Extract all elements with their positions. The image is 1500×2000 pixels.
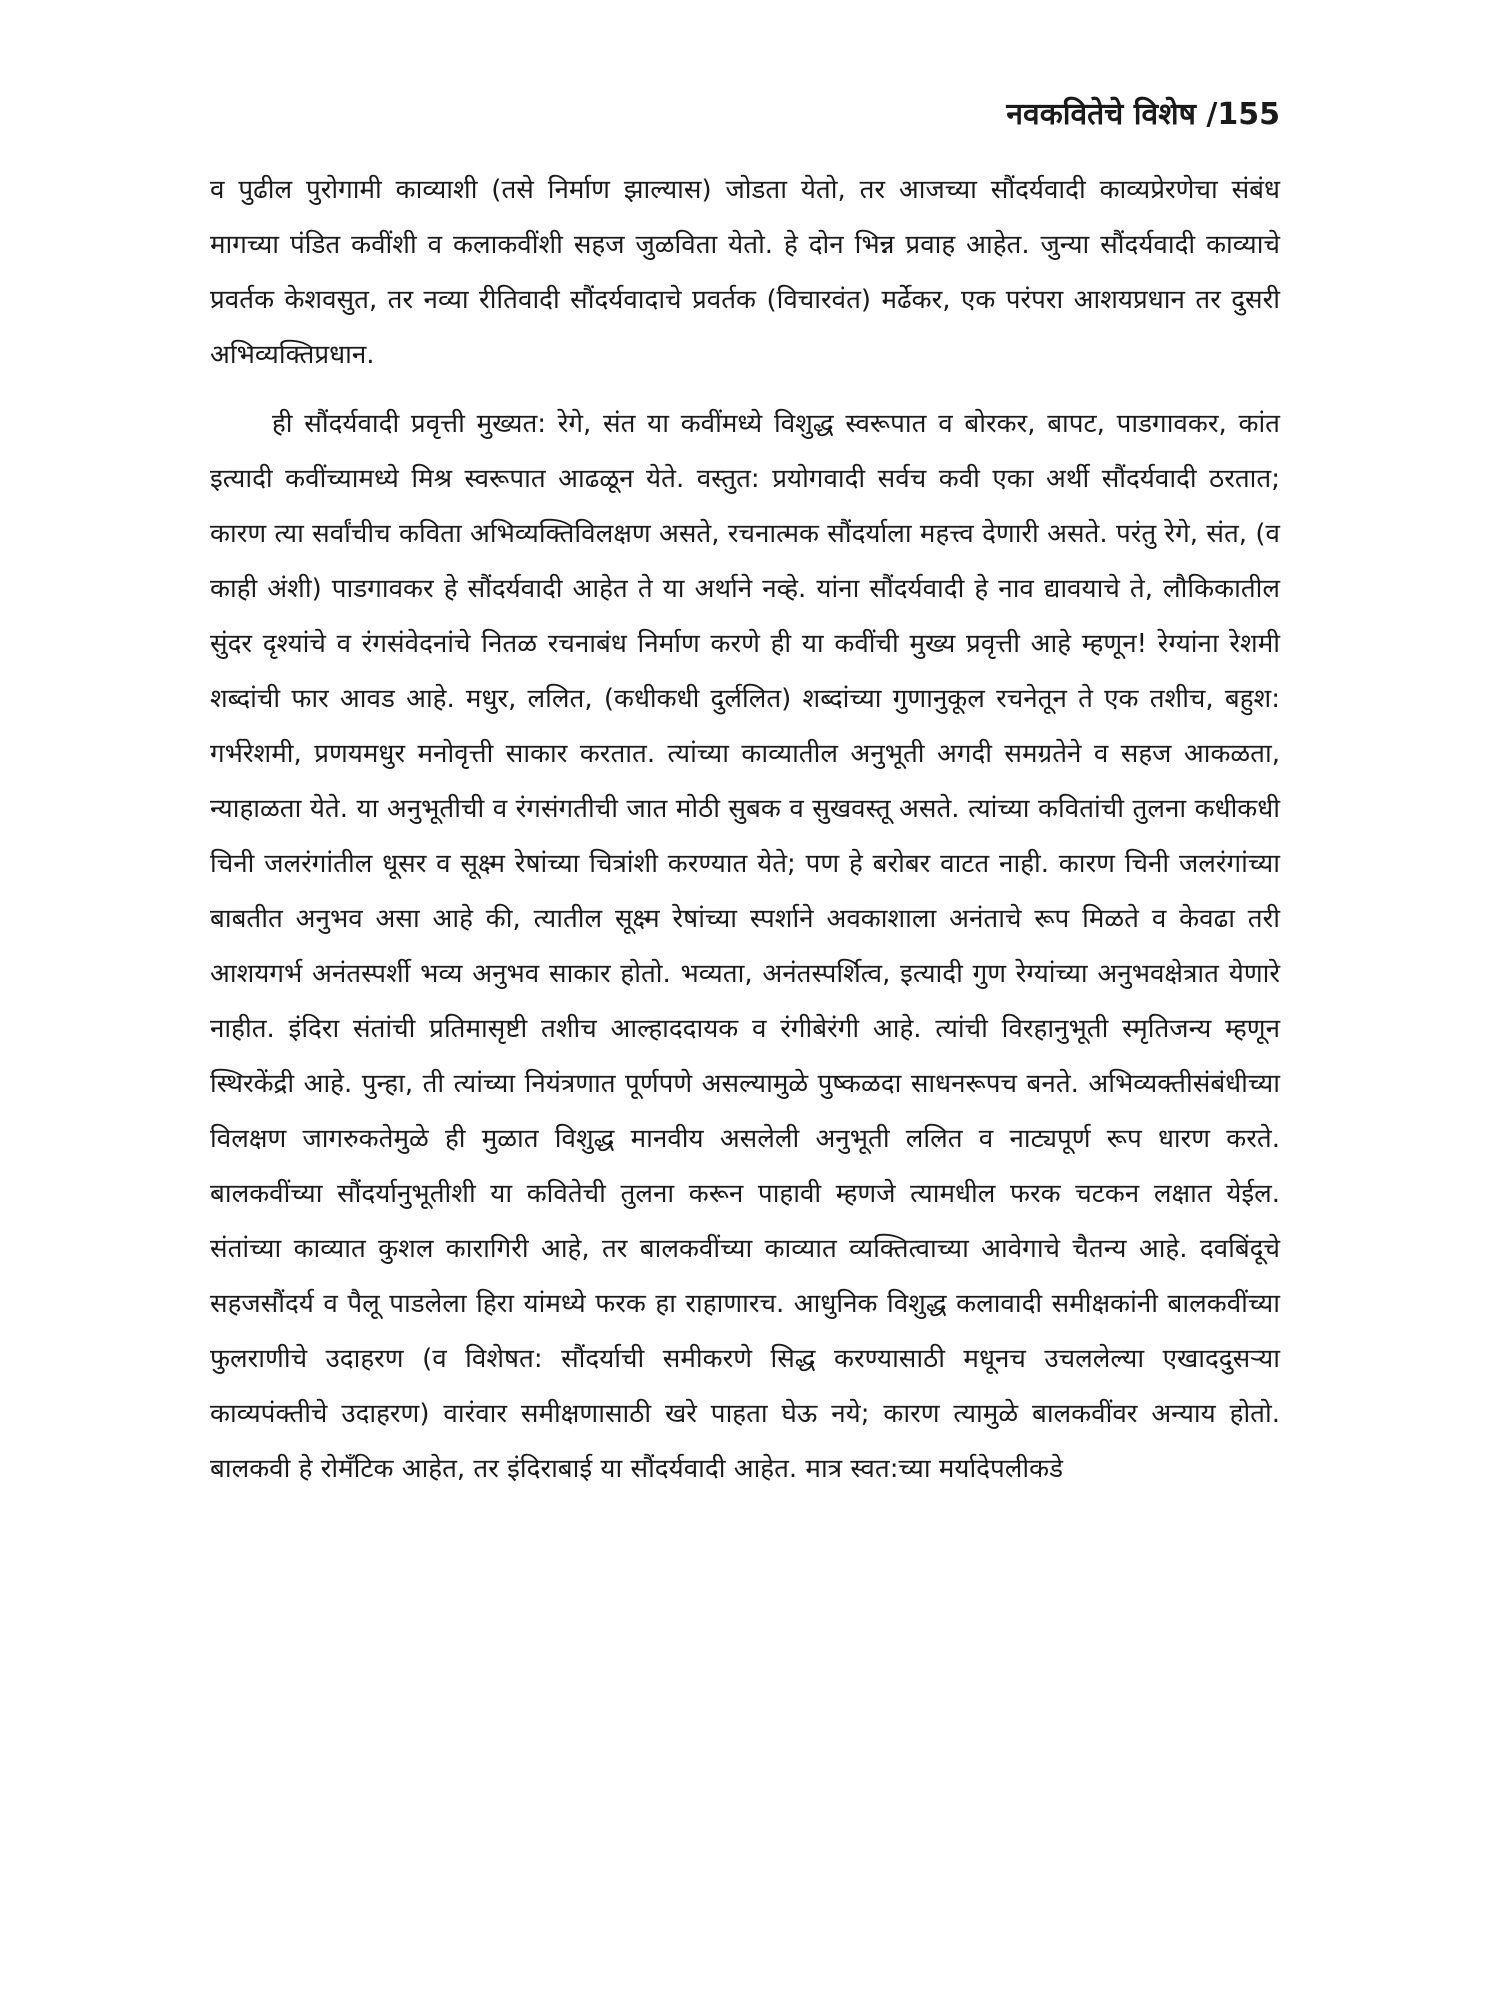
paragraph-continued: व पुढील पुरोगामी काव्याशी (तसे निर्माण झाल्यास) जोडता येतो, तर आजच्या सौंदर्यवादी काव्यप्रेरणेचा संबंध मागच्या पंडित कवींशी व कलाकवींशी सहज जुळविता येतो. हे दोन भिन्न प्रवाह आहेत. जुन्या सौंदर्यवादी काव्याचे प्रवर्तक केशवसुत, तर नव्या रीतिवादी सौंदर्यवादाचे प्रवर्तक (विचारवंत) मर्ढेकर, एक परंपरा आशयप्रधान तर दुसरी अभिव्यक्तिप्रधान.: [210, 175, 1280, 370]
book-page: [210, 95, 1280, 1497]
paragraph-aesthetic-tendency: ही सौंदर्यवादी प्रवृत्ती मुख्यत: रेगे, संत या कवींमध्ये विशुद्ध स्वरूपात व बोरकर, बापट, पाडगावकर, कांत इत्यादी कवींच्यामध्ये मिश्र स्वरूपात आढळून येते. वस्तुत: प्रयोगवादी सर्वच कवी एका अर्थी सौंदर्यवादी ठरतात; कारण त्या सर्वांचीच कविता अभिव्यक्तिविलक्षण असते, रचनात्मक सौंदर्याला महत्त्व देणारी असते. परंतु रेगे, संत, (व काही अंशी) पाडगावकर हे सौंदर्यवादी आहेत ते या अर्थाने नव्हे. यांना सौंदर्यवादी हे नाव द्यावयाचे ते, लौकिकातील सुंदर दृश्यांचे व रंगसंवेदनांचे नितळ रचनाबंध निर्माण करणे ही या कवींची मुख्य प्रवृत्ती आहे म्हणून! रेग्यांना रेशमी शब्दांची फार आवड आहे. मधुर, ललित, (कधीकधी दुर्ललित) शब्दांच्या गुणानुकूल रचनेतून ते एक तशीच, बहुश: गर्भरेशमी, प्रणयमधुर मनोवृत्ती साकार करतात. त्यांच्या काव्यातील अनुभूती अगदी समग्रतेने व सहज आकळता, न्याहाळता येते. या अनुभूतीची व रंगसंगतीची जात मोठी सुबक व सुखवस्तू असते. त्यांच्या कवितांची तुलना कधीकधी चिनी जलरंगांतील धूसर व सूक्ष्म रेषांच्या चित्रांशी करण्यात येते; पण हे बरोबर वाटत नाही. कारण चिनी जलरंगांच्या बाबतीत अनुभव असा आहे की, त्यातील सूक्ष्म रेषांच्या स्पर्शाने अवकाशाला अनंताचे रूप मिळते व केवढा तरी आशयगर्भ अनंतस्पर्शी भव्य अनुभव साकार होतो. भव्यता, अनंतस्पर्शित्व, इत्यादी गुण रेग्यांच्या अनुभवक्षेत्रात येणारे नाहीत. इंदिरा संतांची प्रतिमासृष्टी तशीच आल्हाददायक व रंगीबेरंगी आहे. त्यांची विरहानुभूती स्मृतिजन्य म्हणून स्थिरकेंद्री आहे. पुन्हा, ती त्यांच्या नियंत्रणात पूर्णपणे असल्यामुळे पुष्कळदा साधनरूपच बनते. अभिव्यक्तीसंबंधीच्या विलक्षण जागरुकतेमुळे ही मुळात विशुद्ध मानवीय असलेली अनुभूती ललित व नाट्यपूर्ण रूप धारण करते. बालकवींच्या सौंदर्यानुभूतीशी या कवितेची तुलना करून पाहावी म्हणजे त्यामधील फरक चटकन लक्षात येईल. संतांच्या काव्यात कुशल कारागिरी आहे, तर बालकवींच्या काव्यात व्यक्तित्वाच्या आवेगाचे चैतन्य आहे. दवबिंदूचे सहजसौंदर्य व पैलू पाडलेला हिरा यांमध्ये फरक हा राहाणारच. आधुनिक विशुद्ध कलावादी समीक्षकांनी बालकवींच्या फुलराणीचे उदाहरण (व विशेषत: सौंदर्याची समीकरणे सिद्ध करण्यासाठी मधूनच उचललेल्या एखाददुसऱ्या काव्यपंक्तीचे उदाहरण) वारंवार समीक्षणासाठी खरे पाहता घेऊ नये; कारण त्यामुळे बालकवींवर अन्याय होतो. बालकवी हे रोमँटिक आहेत, तर इंदिराबाई या सौंदर्यवादी आहेत. मात्र स्वत:च्या मर्यादेपलीकडे: [210, 409, 1280, 1484]
running-head: नवकवितेचे विशेष /155: [1006, 97, 1280, 132]
